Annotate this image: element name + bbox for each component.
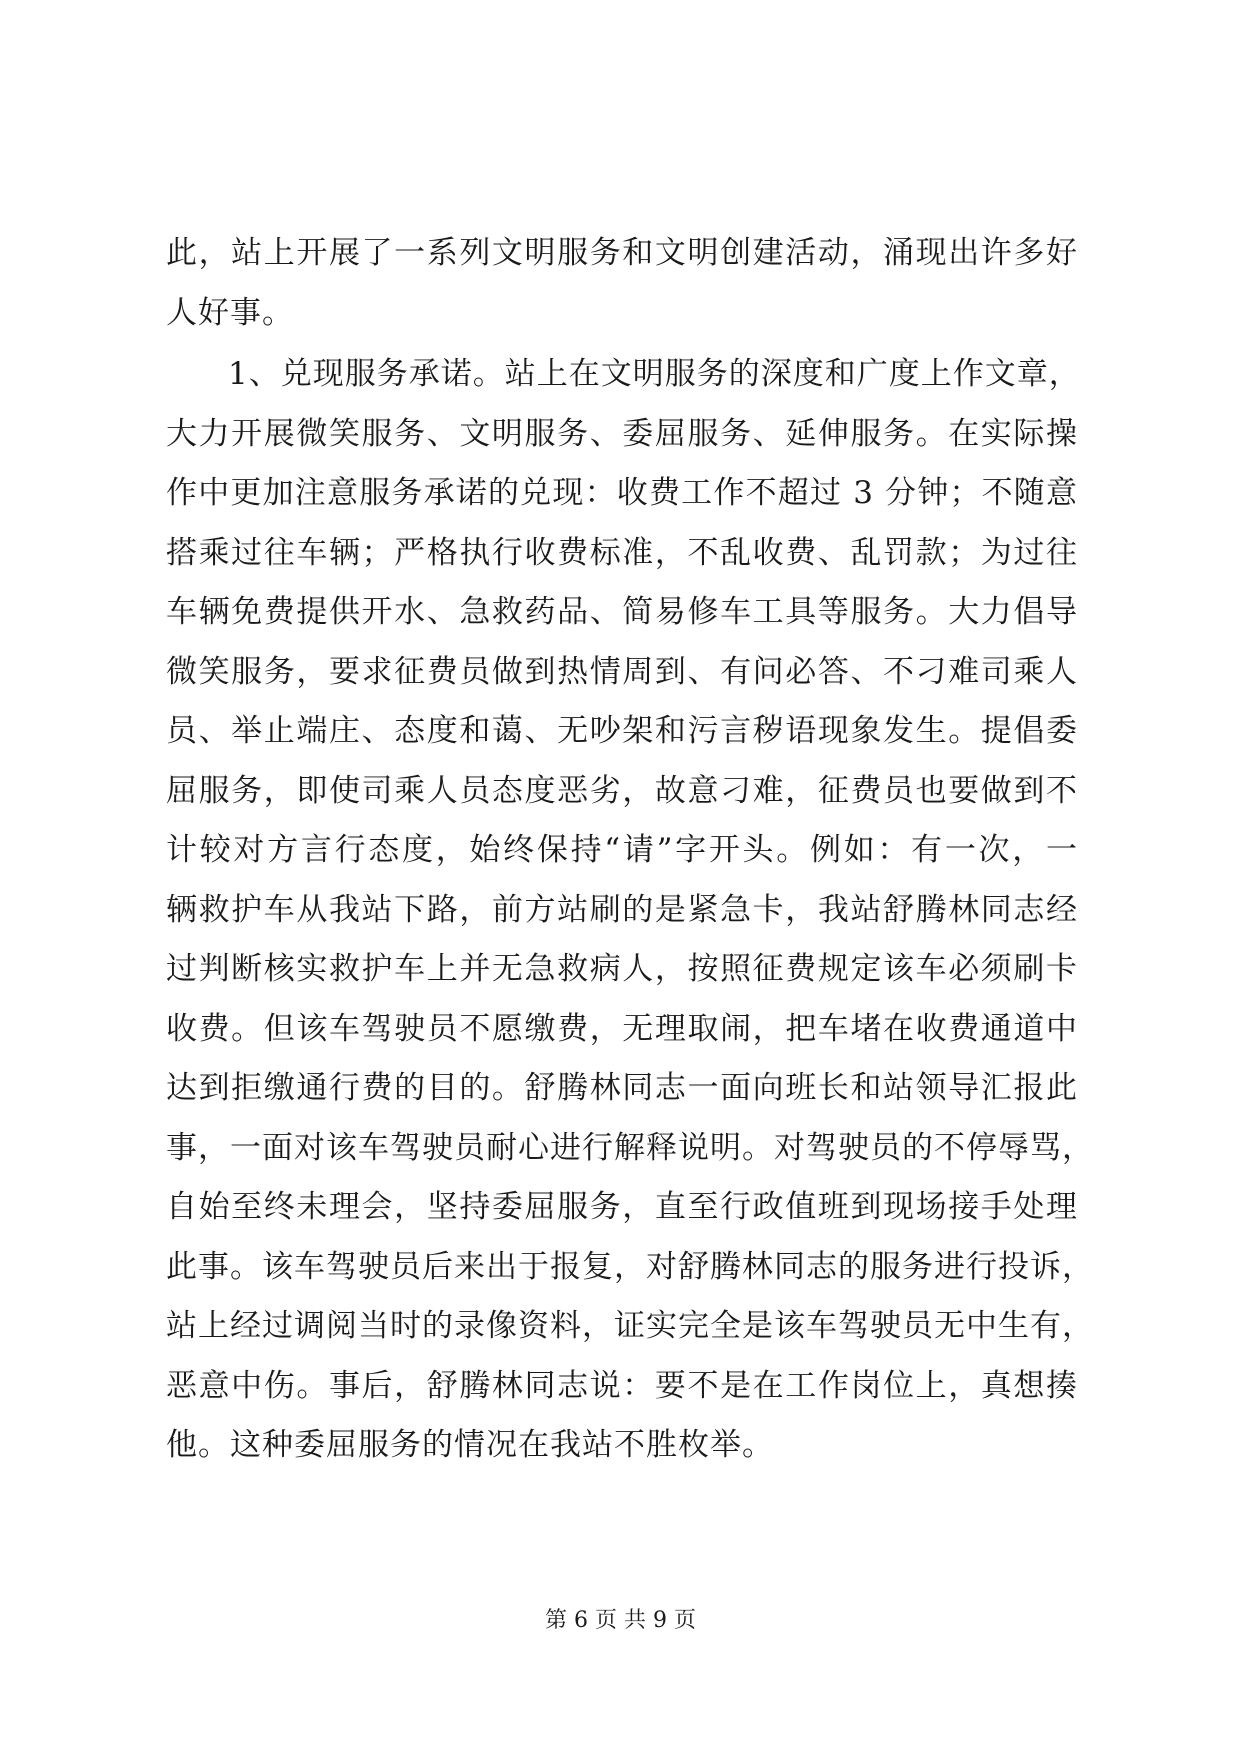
text-line: 站上经过调阅当时的录像资料，证实完全是该车驾驶员无中生有， <box>166 1308 1094 1344</box>
text-line: 员、举止端庄、态度和蔼、无吵架和污言秽语现象发生。提倡委 <box>166 713 1078 749</box>
text-line: 事，一面对该车驾驶员耐心进行解释说明。对驾驶员的不停辱骂， <box>166 1129 1094 1166</box>
text-line: 人好事。 <box>166 294 294 331</box>
text-line: 屈服务，即使司乘人员态度恶劣，故意刁难，征费员也要做到不 <box>166 772 1078 809</box>
text-line: 辆救护车从我站下路，前方站刷的是紧急卡，我站舒腾林同志经 <box>166 891 1078 928</box>
paragraph-1 <box>166 224 1078 343</box>
text-line: 搭乘过往车辆；严格执行收费标准，不乱收费、乱罚款；为过往 <box>166 534 1078 571</box>
text-line: 恶意中伤。事后，舒腾林同志说：要不是在工作岗位上，真想揍 <box>166 1367 1078 1404</box>
text-line: 此事。该车驾驶员后来出于报复，对舒腾林同志的服务进行投诉， <box>166 1248 1094 1285</box>
text-line: 此，站上开展了一系列文明服务和文明创建活动，涌现出许多好 <box>166 235 1078 271</box>
text-line: 1、兑现服务承诺。站上在文明服务的深度和广度上作文章， <box>228 356 1081 392</box>
text-line: 计较对方言行态度，始终保持“请”字开头。例如：有一次，一 <box>166 832 1078 868</box>
text-line: 大力开展微笑服务、文明服务、委屈服务、延伸服务。在实际操 <box>166 415 1078 452</box>
text-line: 作中更加注意服务承诺的兑现：收费工作不超过 3 分钟；不随意 <box>166 475 1078 511</box>
text-line: 自始至终未理会，坚持委屈服务，直至行政值班到现场接手处理 <box>166 1189 1078 1225</box>
text-line: 车辆免费提供开水、急救药品、简易修车工具等服务。大力倡导 <box>166 594 1078 630</box>
text-line: 微笑服务，要求征费员做到热情周到、有问必答、不刁难司乘人 <box>166 653 1078 690</box>
page-number-footer: 第 6 页 共 9 页 <box>545 1608 696 1633</box>
text-line: 达到拒缴通行费的目的。舒腾林同志一面向班长和站领导汇报此 <box>166 1070 1078 1106</box>
paragraph-2 <box>166 345 1094 1476</box>
body-text <box>166 224 1094 1476</box>
text-line: 他。这种委屈服务的情况在我站不胜枚举。 <box>166 1427 774 1463</box>
text-line: 收费。但该车驾驶员不愿缴费，无理取闹，把车堵在收费通道中 <box>166 1010 1078 1047</box>
text-line: 过判断核实救护车上并无急救病人，按照征费规定该车必须刷卡 <box>166 951 1078 987</box>
